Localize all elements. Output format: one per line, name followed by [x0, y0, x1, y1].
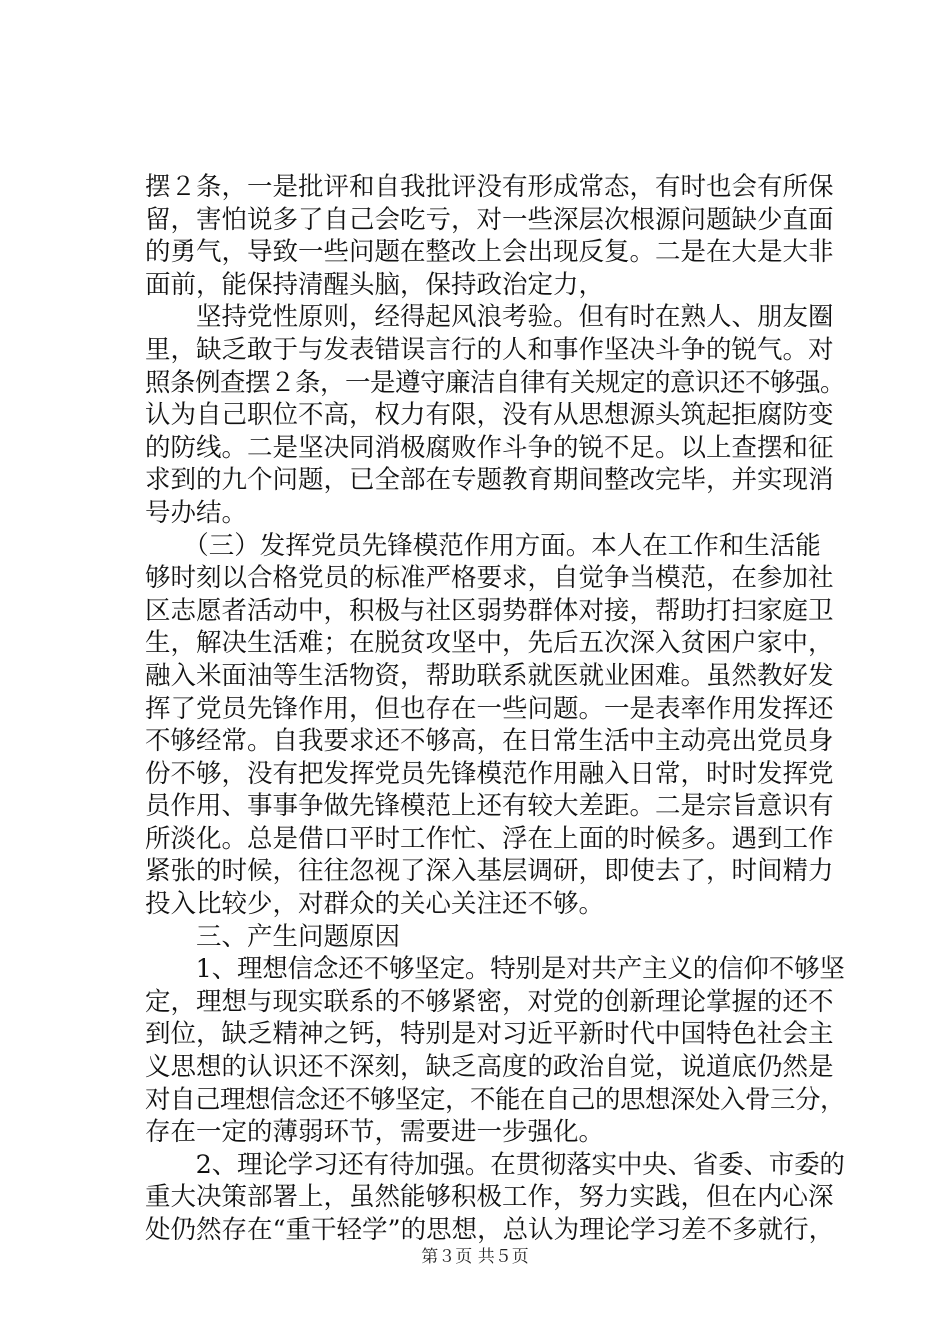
text-line: 的勇气，导致一些问题在整改上会出现反复。二是在大是大非	[145, 237, 834, 268]
text-line: 1、理想信念还不够坚定。特别是对共产主义的信仰不够坚	[145, 954, 845, 985]
text-line: 够时刻以合格党员的标准严格要求，自觉争当模范，在参加社	[145, 563, 834, 594]
text-line: 生，解决生活难；在脱贫攻坚中，先后五次深入贫困户家中，	[145, 628, 834, 659]
text-line: 号办结。	[145, 497, 248, 528]
text-line: 三、产生问题原因	[145, 921, 401, 952]
text-line: 挥了党员先锋作用，但也存在一些问题。一是表率作用发挥还	[145, 693, 834, 724]
text-line: 重大决策部署上，虽然能够积极工作，努力实践，但在内心深	[145, 1182, 834, 1213]
text-line: 面前，能保持清醒头脑，保持政治定力，	[145, 269, 605, 300]
text-line: 里，缺乏敢于与发表错误言行的人和事作坚决斗争的锐气。对	[145, 334, 834, 365]
text-line: 员作用、事事争做先锋模范上还有较大差距。二是宗旨意识有	[145, 791, 834, 822]
text-line: 求到的九个问题，已全部在专题教育期间整改完毕，并实现消	[145, 465, 834, 496]
text-line: 对自己理想信念还不够坚定，不能在自己的思想深处入骨三分，	[145, 1084, 846, 1115]
text-line: 区志愿者活动中，积极与社区弱势群体对接，帮助打扫家庭卫	[145, 595, 834, 626]
text-line: 义思想的认识还不深刻，缺乏高度的政治自觉，说道底仍然是	[145, 1052, 834, 1083]
text-line: 的防线。二是坚决同消极腐败作斗争的锐不足。以上查摆和征	[145, 432, 834, 463]
text-line: 融入米面油等生活物资，帮助联系就医就业困难。虽然教好发	[145, 660, 834, 691]
text-line: 摆２条，一是批评和自我批评没有形成常态，有时也会有所保	[145, 172, 834, 202]
text-line: 坚持党性原则，经得起风浪考验。但有时在熟人、朋友圈	[145, 302, 834, 333]
body-text	[145, 171, 845, 1247]
text-line: 照条例查摆２条，一是遵守廉洁自律有关规定的意识还不够强。	[145, 367, 846, 398]
text-line: 到位，缺乏精神之钙，特别是对习近平新时代中国特色社会主	[145, 1019, 834, 1050]
text-line: 存在一定的薄弱环节，需要进一步强化。	[145, 1117, 605, 1148]
text-line: 认为自己职位不高，权力有限，没有从思想源头筑起拒腐防变	[145, 400, 834, 431]
text-line: 不够经常。自我要求还不够高，在日常生活中主动亮出党员身	[145, 726, 834, 757]
text-line: 处仍然存在“重干轻学”的思想，总认为理论学习差不多就行，	[145, 1215, 835, 1245]
text-line: 紧张的时候，往往忽视了深入基层调研，即使去了，时间精力	[145, 856, 834, 887]
page-footer: 第３页 共５页	[421, 1247, 529, 1267]
text-line: （三）发挥党员先锋模范作用方面。本人在工作和生活能	[145, 530, 821, 561]
text-line: 份不够，没有把发挥党员先锋模范作用融入日常，时时发挥党	[145, 758, 834, 789]
text-line: 留，害怕说多了自己会吃亏，对一些深层次根源问题缺少直面	[145, 204, 834, 235]
text-line: 投入比较少，对群众的关心关注还不够。	[145, 889, 605, 920]
text-line: 定，理想与现实联系的不够紧密，对党的创新理论掌握的还不	[145, 986, 834, 1017]
text-line: 2、理论学习还有待加强。在贯彻落实中央、省委、市委的	[145, 1149, 845, 1180]
text-line: 所淡化。总是借口平时工作忙、浮在上面的时候多。遇到工作	[145, 823, 834, 854]
